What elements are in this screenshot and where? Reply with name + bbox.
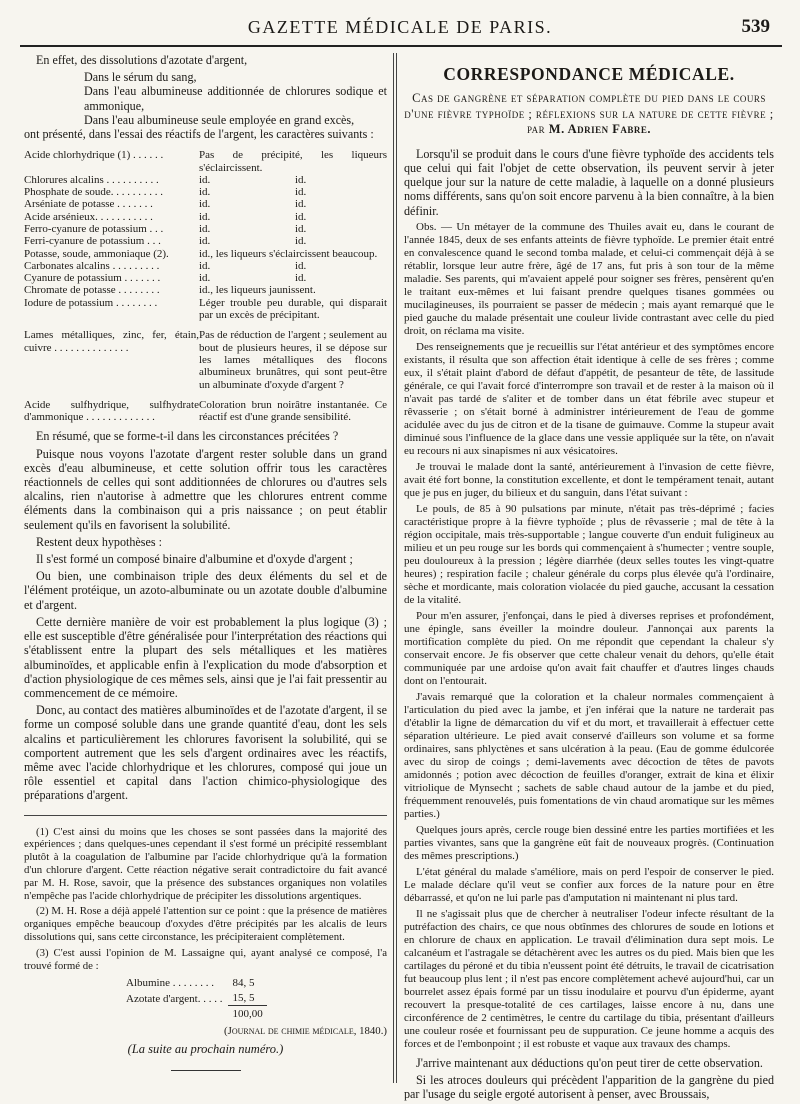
footnote: (1) C'est ainsi du moins que les choses se sont passées dans la majorité des expériences ; dans quelques-unes cependant il s'est formé un précipité ressemblant plutôt à la coagulation de l'albumine par l'acide chlorhydrique qu'à la formation d'un chlorure d'argent. Cette réaction négative serait contradictoire du fait avancé par M. H. Rose, savoir, que la présence des substances organiques non volatiles n'empêche pas l'acide chlorhydrique de précipiter les dissolutions argentiques. — [24, 825, 387, 902]
paragraph: Quelques jours après, cercle rouge bien dessiné entre les parties mortifiées et les parties vivantes, sans que la gangrène eût fait de nouveaux progrès. (Continuation des mêmes prescriptions.) — [404, 823, 774, 862]
paragraph: J'arrive maintenant aux déductions qu'on peut tirer de cette observation. — [416, 1055, 763, 1070]
journal-citation: (Journal de chimie médicale, 1840.) — [224, 1024, 387, 1037]
paragraph: Puisque nous voyons l'azotate d'argent rester soluble dans un grand excès d'eau albumineuse, et cette solution offrir tous les caractères réactionnels de celles qui sont additionnées de chlorures ou d'autres sels alcalins, rien n'autorise à admettre que les chlorures entrent comme éléments dans la combinaison qui a pris naissance ; on peut établir seulement qu'ils en favorisent la solubilité. — [24, 446, 387, 532]
footnotes — [24, 826, 387, 1072]
table-row: Lames métalliques, zinc, fer, étain, cuivre . . . . . . . . . . . . . . Pas de réduction de l'argent ; seulement au bout de plusieurs heures, il se dépose sur les lames métalliques des flocons albumineux brunâtres, qui sont peut-être un albuminate d'oxyde d'argent ? — [24, 329, 387, 391]
intro-line: Dans l'eau albumineuse additionnée de chlorures sodique et ammonique, — [84, 84, 387, 113]
paragraph: Je trouvai le malade dont la santé, antérieurement à l'invasion de cette fièvre, avait été fort bonne, la constitution excellente, et dont le tempérament tenait, autant que je pus en juger, du bilieux et du sanguin, dans l'état suivant : — [404, 460, 774, 499]
intro-line: En effet, des dissolutions d'azotate d'argent, — [36, 53, 248, 67]
right-column — [404, 53, 774, 1104]
table-row: Cyanure de potassium . . . . . . . id. id. — [24, 272, 307, 285]
article-title — [404, 91, 774, 138]
paragraph: Restent deux hypothèses : — [36, 534, 162, 549]
table-row: Carbonates alcalins . . . . . . . . . id. id. — [24, 259, 307, 272]
page-number: 539 — [741, 16, 770, 37]
table-row: Albumine . . . . . . . . 84, 5 — [126, 977, 255, 990]
section-heading: CORRESPONDANCE MÉDICALE. — [443, 64, 735, 84]
paragraph: Il ne s'agissait plus que de chercher à neutraliser l'odeur infecte résultant de la putréfaction des chairs, ce que nous obtînmes des chlorures de soude en lotions et en chlorure de chaux en application. Le travail d'élimination dura sept mois. Le calcanéum et l'astragale se détachèrent avec les autres os du pied. Mais bien que les cartilages du péroné et du tibia n'eussent point été détruits, le travail de cicatrisation fut beaucoup plus lent ; il n'est pas encore complètement achevé aujourd'hui, car un bourrelet assez épais formé par un tissu inodulaire et pourvu d'un épiderme, ayant recouvert la presque-totalité de ces cartilages, laisse encore à nu, dans une circonférence de 2 centimètres, le centre du cartilage du tibia, présentant d'ailleurs une couleur rosée et fournissant peu de suppuration. Ce jeune homme a acquis des forces et de l'embonpoint ; il est robuste et vaque aux travaux des champs. — [404, 907, 774, 1050]
paragraph: Lorsqu'il se produit dans le cours d'une fièvre typhoïde des accidents tels que celui qui fait l'objet de cette observation, ils peuvent servir à jeter quelque jour sur la nature de cette maladie, à laquelle on a donné plusieurs noms différents, sans qu'on soit encore parvenu à la bien connaître, à la bien définir. — [404, 146, 774, 218]
paragraph: L'état général du malade s'améliore, mais on perd l'espoir de conserver le pied. Le malade déclare qu'il veut se confier aux forces de la nature pour en être débarrassé, et qu'on ne lui parle pas d'amputation ni maintenant ni plus tard. — [404, 865, 774, 904]
composition-table — [120, 975, 269, 1022]
paragraph: J'avais remarqué que la coloration et la chaleur normales commençaient à l'articulation du pied avec la jambe, et j'en inférai que la nature ne tarderait pas d'établir la ligne de démarcation du vif et du mort, et travaillerait à effectuer cette séparation ultérieure. Le pied avait conservé d'ailleurs son volume et sa forme ordinaires, sans phlyctènes et sans ulcération à la peau. (Eau de gomme édulcorée avec du sirop de coings ; demi-lavements avec décoction de têtes de pavots amidonnés ; potion avec décoction de feuilles d'oranger, extrait de kina et élixir vitriolique de Mynsecht ; sachets de sable chaud autour de la jambe et du pied, fréquemment renouvelés, puis fomentations de vin chaud aromatique sur les mêmes parties.) — [404, 690, 774, 820]
article-author: M. Adrien Fabre. — [548, 122, 652, 137]
table-row: Azotate d'argent. . . . . 15, 5 — [122, 992, 267, 1006]
paragraph: En résumé, que se forme-t-il dans les circonstances précitées ? — [36, 429, 339, 444]
footnote: (3) C'est aussi l'opinion de M. Lassaigne qui, ayant analysé ce composé, l'a trouvé formé de : — [24, 946, 387, 972]
journal-title: GAZETTE MÉDICALE DE PARIS. — [247, 17, 553, 37]
footnote-separator — [24, 815, 387, 816]
table-row: Ferro-cyanure de potassium . . . id. id. — [24, 223, 307, 235]
table-row: Potasse, soude, ammoniaque (2). id., les liqueurs s'éclaircissent beaucoup. — [24, 247, 378, 260]
column-divider — [393, 53, 394, 1083]
table-row: Ferri-cyanure de potassium . . . id. id. — [24, 235, 307, 248]
paragraph: Le pouls, de 85 à 90 pulsations par minute, n'était pas très-déprimé ; facies caractéristique propre à la fièvre typhoïde ; plus de rêvasserie ; mal de tête à la région occipitale, mais très-supportable ; langue couverte d'un enduit fuligineux au milieu et un peu rouge sur les bords qui commençaient à s'humecter ; ventre souple, peu douloureux à la pression ; légère diarrhée (deux selles toutes les vingt-quatre heures) ; respiration facile ; chaleur générale du corps plus élevée qu'à l'ordinaire, sèche et mordicante, mais coloration violacée du pied gauche, accusant la cessation de la vitalité. — [404, 502, 774, 606]
continued-note: (La suite au prochain numéro.) — [127, 1042, 284, 1057]
left-column — [24, 53, 387, 1071]
intro-line: Dans l'eau albumineuse seule employée en grand excès, — [84, 112, 355, 127]
table-row: Arséniate de potasse . . . . . . . id. id. — [24, 198, 307, 211]
paragraph: Donc, au contact des matières albuminoïdes et de l'azotate d'argent, il se forme un composé soluble dans une grande quantité d'eau, dont les sels alcalins et particulièrement les chlorures favorisent la solubilité, qui se comportent autrement que les sels d'argent ordinaires avec les réactifs, même avec l'acide chlorhydrique et les chlorures, composé qui joue un rôle essentiel et capital dans l'action chimico-physiologique des préparations d'argent. — [24, 703, 387, 803]
reactions-table — [24, 149, 387, 423]
table-row: Iodure de potassium . . . . . . . . Léger trouble peu durable, qui disparait par un excès de précipitant. — [24, 296, 387, 322]
paragraph: Cette dernière manière de voir est probablement la plus logique (3) ; elle est susceptible d'être généralisée pour l'interprétation des réactions qui s'établissent entre la plupart des sels métalliques et les matières albuminoïdes, et applicable enfin à l'explication du mode d'absorption et d'action physiologique de ces mêmes sels, ainsi que je l'ai fait pressentir au commencement de ce mémoire. — [24, 614, 387, 700]
intro-line: ont présenté, dans l'essai des réactifs de l'argent, les caractères suivants : — [24, 127, 374, 142]
table-row: Acide arsénieux. . . . . . . . . . . id. id. — [24, 210, 307, 223]
intro-line: Dans le sérum du sang, — [84, 70, 197, 85]
table-row: Acide sulfhydrique, sulfhydrate d'ammonique . . . . . . . . . . . . . Coloration brun noirâtre instantanée. Ce réactif est d'une grande sensibilité. — [24, 398, 387, 424]
table-row: 100,00 — [232, 1007, 263, 1020]
footnote: (2) M. H. Rose a déjà appelé l'attention sur ce point : que la présence de matières organiques empêche beaucoup d'oxydes d'être précipités par les alcalis de leurs dissolutions qui, sans cette circonstance, les précipiteraient complètement. — [24, 905, 387, 943]
paragraph: Si les atroces douleurs qui précèdent l'apparition de la gangrène du pied par l'usage du seigle ergoté autorisent à penser, avec Broussais, — [404, 1072, 774, 1102]
page-header — [0, 16, 800, 38]
table-row: Acide chlorhydrique (1) . . . . . . Pas de précipité, les liqueurs s'éclaircissent. — [24, 149, 387, 174]
observation-text — [404, 221, 774, 1051]
paragraph: Des renseignements que je recueillis sur l'état antérieur et des symptômes encore existants, il résulta que son affection était identique à celle de ses frères ; comme eux, il s'était plaint d'abord de défaut d'appétit, de pesanteur de tête, de lassitude générale, ce qui l'avait forcé d'interrompre son travail et de rester à la maison où il n'avait pas tardé de s'aliter et de tomber dans un état fébrile avec stupeur et rêvasserie ; on s'était borné à administrer intérieurement de l'eau de gomme acidulée avec du jus de citron et de la tisane de guimauve. Comme la stupeur avait diminué sous l'influence de la glace dans une vessie appliquée sur la tête, on n'avait eu recours ni aux sinapismes ni aux vésicatoires. — [404, 340, 774, 457]
table-row: Chromate de potasse . . . . . . . . id., les liqueurs jaunissent. — [24, 284, 316, 297]
column-divider — [396, 53, 397, 1083]
paragraph: Il s'est formé un composé binaire d'albumine et d'oxyde d'argent ; — [36, 552, 353, 567]
paragraph: Pour m'en assurer, j'enfonçai, dans le pied à diverses reprises et profondément, une épingle, sans éveiller la moindre douleur. J'annonçai aux parents la mortification complète du pied. On me répondit que cependant la chaleur s'y conservait encore. Je fis observer que cette chaleur venait du dehors, qu'elle était communiquée par une ardoise qu'on avait fait chauffer et d'autres linges chauds dont on l'entourait. — [404, 609, 774, 687]
table-row: Chlorures alcalins . . . . . . . . . . id. id. — [24, 173, 307, 186]
paragraph: Obs. — Un métayer de la commune des Thuiles avait eu, dans le courant de l'année 1845, deux de ses enfants atteints de fièvre typhoïde. Le premier était entré en convalescence quand le second tomba malade, et celui-ci commençait déjà à se rétablir, lorsque leur autre frère, âgé de 17 ans, fut pris à son tour de la même maladie. Ses parents, qui m'avaient appelé pour soigner ses frères, pensèrent qu'en le traitant eux-mêmes et lui faisant prendre quelques tisanes gommées ou mucilagineuses, ils pourraient se passer de médecin ; mais ayant remarqué que le pied gauche du malade présentait une couleur livide contrastant avec celle du pied droit, on réclama ma visite. — [404, 220, 774, 337]
end-rule — [171, 1070, 241, 1071]
header-rule — [20, 45, 782, 47]
table-row: Phosphate de soude. . . . . . . . . . id. id. — [24, 186, 307, 199]
paragraph: Ou bien, une combinaison triple des deux éléments du sel et de l'élément protéique, un azoto-albuminate ou un azotate double d'albumine et d'argent. — [24, 569, 387, 612]
article-title-text: Cas de gangrène et séparation complète du pied dans le cours d'une fièvre typhoïde ; réflexions sur la nature de cette fièvre ; par — [404, 91, 774, 137]
